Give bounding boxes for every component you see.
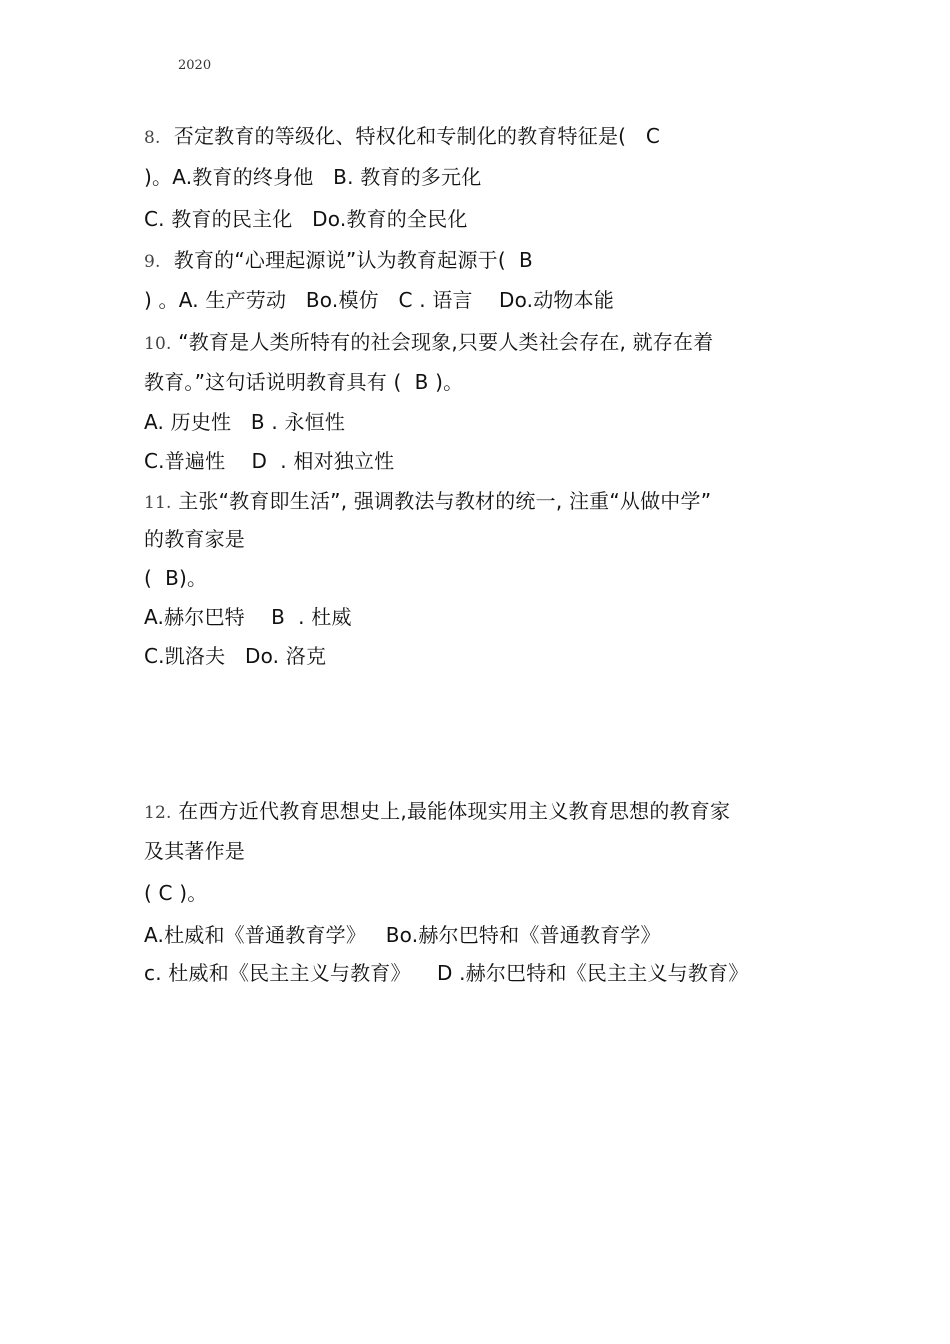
question-11-line-2: 的教育家是 (144, 527, 245, 551)
question-8-text: 否定教育的等级化、特权化和专制化的教育特征是( C (160, 124, 660, 148)
question-12-line-2: 及其著作是 (144, 839, 245, 863)
question-11-line-3: ( B)。 (144, 566, 208, 590)
question-8-line-2: )。A.教育的终身他 B. 教育的多元化 (144, 165, 482, 189)
question-12-line-1 (144, 798, 730, 826)
question-12-line-5: c. 杜威和《民主主义与教育》 D .赫尔巴特和《民主主义与教育》 (144, 961, 749, 985)
question-12-text: 在西方近代教育思想史上,最能体现实用主义教育思想的教育家 (171, 799, 731, 823)
question-10-line-1 (144, 329, 713, 357)
page-header-year: 2020 (178, 58, 212, 73)
question-9-number: 9. (144, 252, 161, 272)
question-8-line-3: C. 教育的民主化 Do.教育的全民化 (144, 207, 468, 231)
question-10-line-2: 教育。”这句话说明教育具有 ( B )。 (144, 370, 464, 394)
question-11-line-1 (144, 488, 711, 516)
question-10-number: 10. (144, 334, 172, 354)
question-11-line-5: C.凯洛夫 Do. 洛克 (144, 644, 327, 668)
question-12-line-3: ( C )。 (144, 881, 208, 905)
question-8-number: 8. (144, 128, 161, 148)
question-12-number: 12. (144, 803, 172, 823)
question-10-line-3: A. 历史性 B . 永恒性 (144, 410, 346, 434)
question-8-line-1 (144, 123, 660, 151)
question-9-line-1 (144, 247, 533, 275)
question-9-line-2: ) 。A. 生产劳动 Bo.模仿 C . 语言 Do.动物本能 (144, 288, 615, 312)
question-12-line-4: A.杜威和《普通教育学》 Bo.赫尔巴特和《普通教育学》 (144, 923, 661, 947)
question-10-text: “教育是人类所特有的社会现象,只要人类社会存在, 就存在着 (171, 330, 714, 354)
question-11-number: 11. (144, 493, 172, 513)
question-11-text: 主张“教育即生活”, 强调教法与教材的统一, 注重“从做中学” (171, 489, 712, 513)
question-9-text: 教育的“心理起源说”认为教育起源于( B (160, 248, 533, 272)
question-11-line-4: A.赫尔巴特 B . 杜威 (144, 605, 352, 629)
question-10-line-4: C.普遍性 D . 相对独立性 (144, 449, 395, 473)
